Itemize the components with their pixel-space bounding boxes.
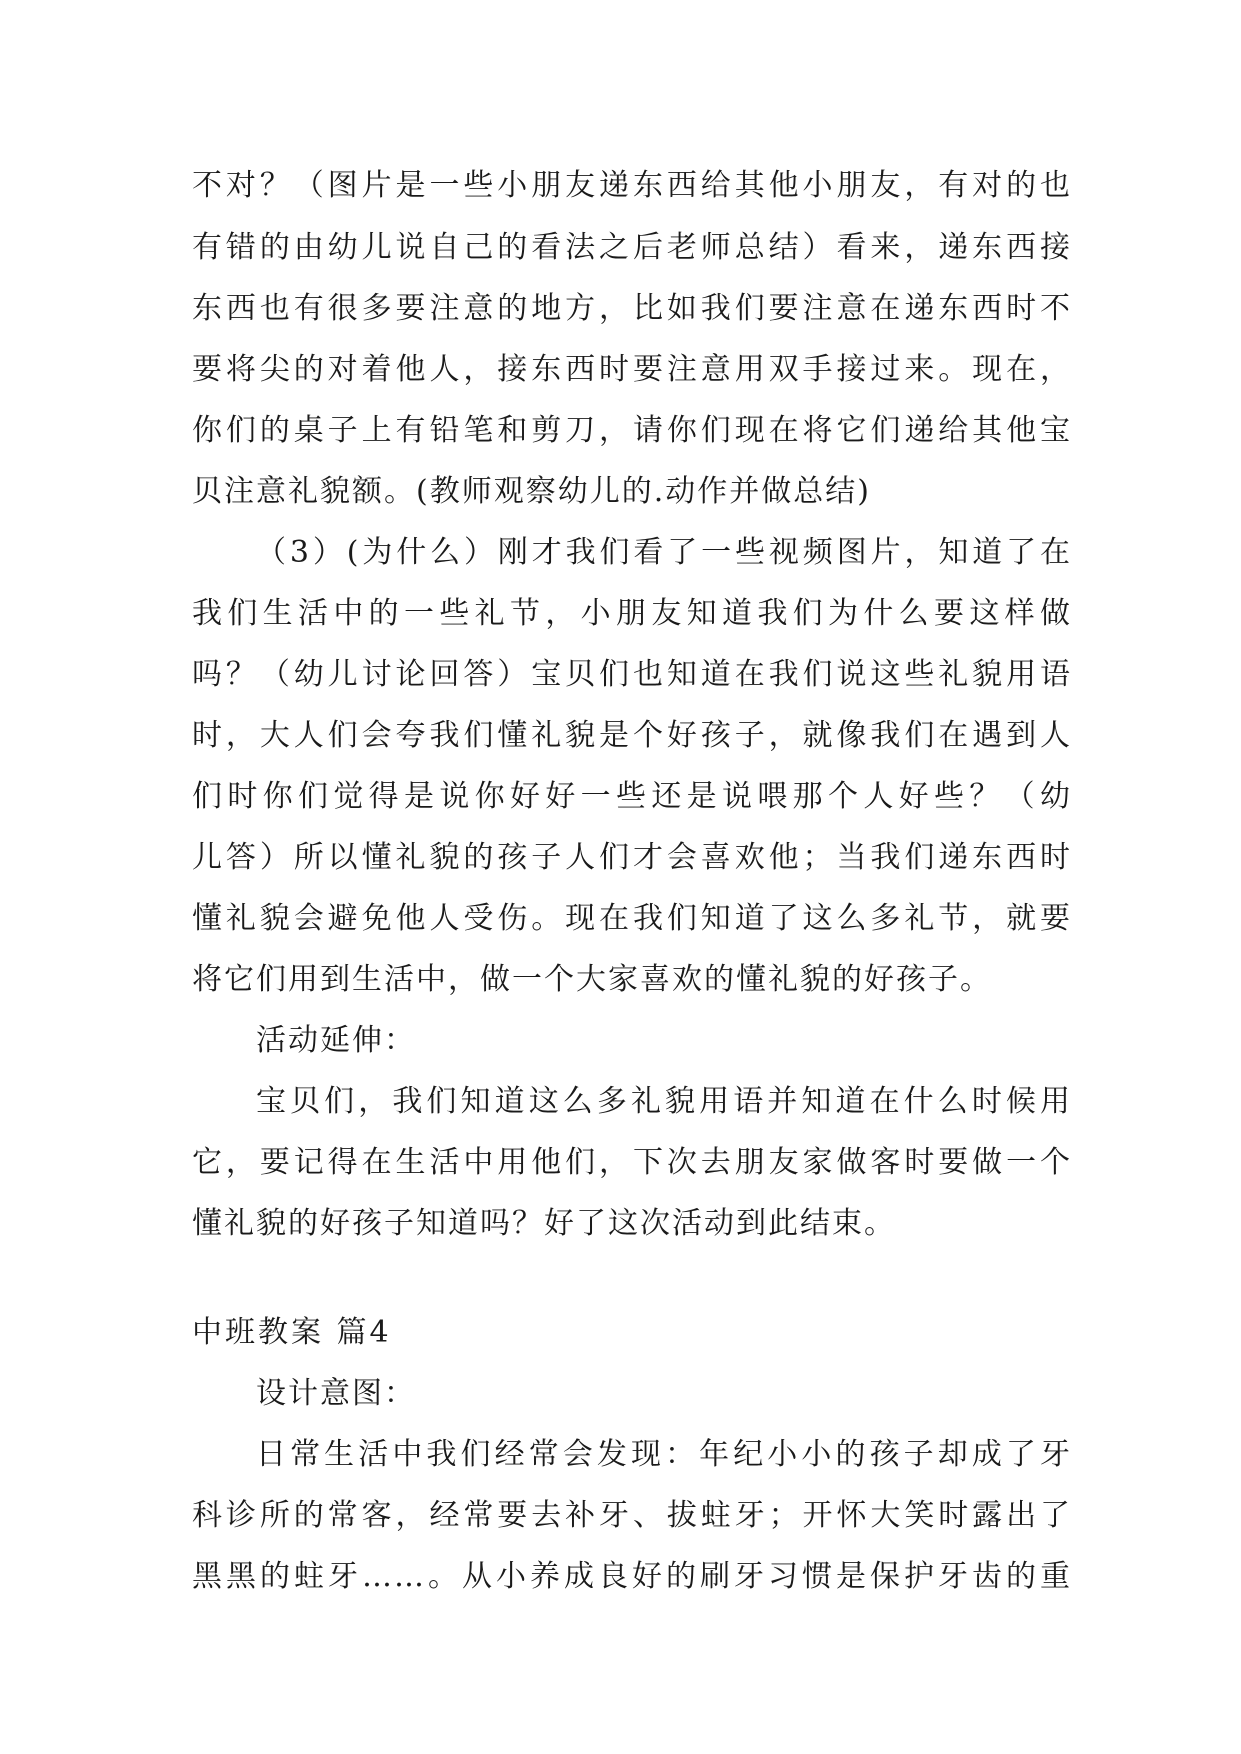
paragraph-line: 贝注意礼貌额。(教师观察幼儿的.动作并做总结): [192, 474, 871, 509]
paragraph-line: 懂礼貌会避免他人受伤。现在我们知道了这么多礼节，就要: [192, 901, 1072, 936]
paragraph-line: 它，要记得在生活中用他们，下次去朋友家做客时要做一个: [192, 1145, 1072, 1180]
paragraph-line: 时，大人们会夸我们懂礼貌是个好孩子，就像我们在遇到人: [192, 718, 1072, 753]
paragraph-line: 宝贝们，我们知道这么多礼貌用语并知道在什么时候用: [256, 1084, 1072, 1119]
paragraph-line: 要将尖的对着他人，接东西时要注意用双手接过来。现在，: [192, 352, 1072, 387]
paragraph-line: （3）(为什么）刚才我们看了一些视频图片，知道了在: [256, 535, 1072, 570]
paragraph-line: 你们的桌子上有铅笔和剪刀，请你们现在将它们递给其他宝: [192, 413, 1072, 448]
paragraph-line: 儿答）所以懂礼貌的孩子人们才会喜欢他；当我们递东西时: [192, 840, 1072, 875]
section-label: 设计意图：: [256, 1376, 416, 1411]
paragraph-line: 科诊所的常客，经常要去补牙、拔蛀牙；开怀大笑时露出了: [192, 1498, 1072, 1533]
paragraph-line: 们时你们觉得是说你好好一些还是说喂那个人好些？（幼: [192, 779, 1072, 814]
paragraph-line: 东西也有很多要注意的地方，比如我们要注意在递东西时不: [192, 291, 1072, 326]
section-label: 活动延伸：: [256, 1023, 416, 1058]
paragraph-line: 有错的由幼儿说自己的看法之后老师总结）看来，递东西接: [192, 230, 1072, 265]
paragraph-line: 将它们用到生活中，做一个大家喜欢的懂礼貌的好孩子。: [192, 962, 992, 997]
paragraph-line: 黑黑的蛀牙……。从小养成良好的刷牙习惯是保护牙齿的重: [192, 1559, 1072, 1594]
paragraph-line: 日常生活中我们经常会发现：年纪小小的孩子却成了牙: [256, 1437, 1072, 1472]
section-heading: 中班教案 篇4: [192, 1315, 392, 1350]
paragraph-line: 懂礼貌的好孩子知道吗？好了这次活动到此结束。: [192, 1206, 896, 1241]
paragraph-line: 我们生活中的一些礼节，小朋友知道我们为什么要这样做: [192, 596, 1072, 631]
paragraph-line: 不对？（图片是一些小朋友递东西给其他小朋友，有对的也: [192, 168, 1072, 203]
paragraph-line: 吗？（幼儿讨论回答）宝贝们也知道在我们说这些礼貌用语: [192, 657, 1072, 692]
